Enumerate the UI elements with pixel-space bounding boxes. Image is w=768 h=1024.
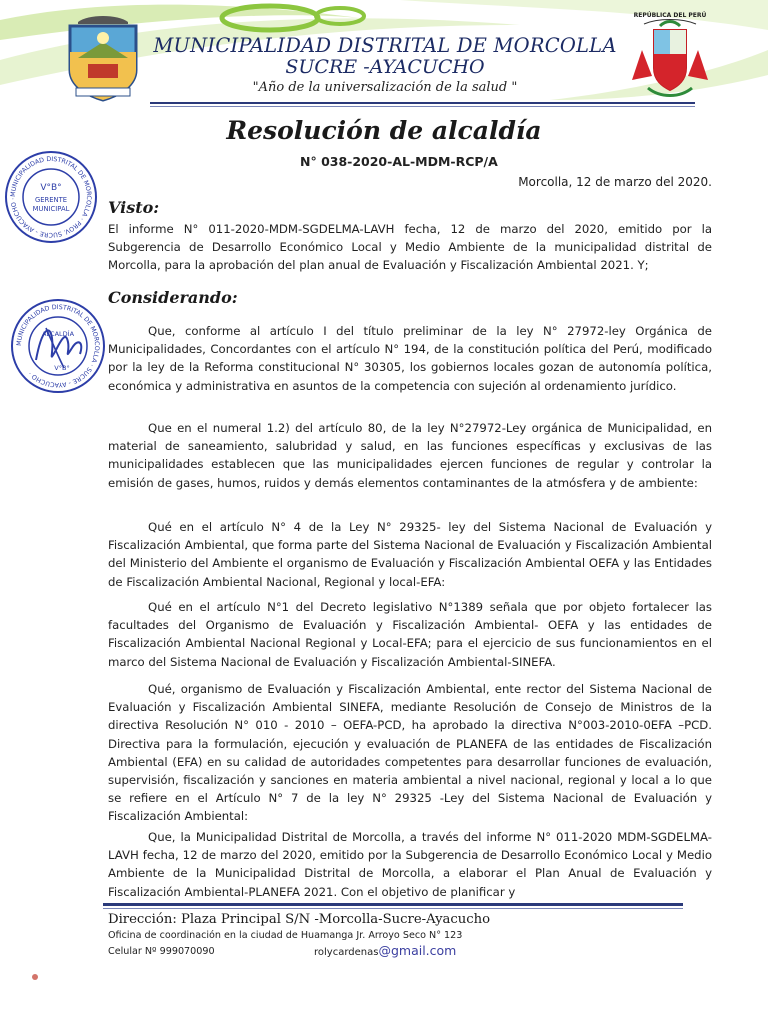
considerando-paragraph: Que en el numeral 1.2) del artículo 80, de la ley N°27972-Ley orgánica de Municipalidad, en material de saneamiento, salubridad y salud, en las funciones específicas y exclusivas de las municipalidades establecen que las municipalidades ejercen funciones de regular y controlar la emisión de gases, humos, ruidos y demás elementos contaminantes de la atmósfera y de ambiente: [108, 421, 712, 490]
stamp1-municipal: MUNICIPAL [32, 205, 70, 213]
considerando-paragraph: Qué en el artículo N° 4 de la Ley N° 29325- ley del Sistema Nacional de Evaluación y Fiscalización Ambiental, que forma parte del Sistema Nacional de Evaluación y Fiscalización Ambiental del Ministerio del Ambiente el organismo de Evaluación y Fiscalización Ambiental OEFA y las Entidades de Fiscalización Ambiental Nacional, Regional y local-EFA: [108, 520, 712, 589]
emblem-caption: REPÚBLICA DEL PERÚ [633, 12, 707, 19]
considerando-paragraph: Que, la Municipalidad Distrital de Morcolla, a través del informe N° 011-2020 MDM-SGDELMA-LAVH fecha, 12 de marzo del 2020, emitido por la Subgerencia de Desarrollo Económico Local y Medio Ambiente de la Municipalidad Distrital de Morcolla, a elaborar el Plan Anual de Evaluación y Fiscalización Ambiental-PLANEFA 2021. Con el objetivo de planificar y [108, 830, 712, 899]
footer-email-user: rolycardenas [314, 947, 379, 958]
stamp1-gerente: GERENTE [34, 196, 68, 204]
municipality-location: SUCRE -AYACUCHO [285, 56, 485, 78]
considerando-paragraph: Que, conforme al artículo I del título preliminar de la ley N° 27972-ley Orgánica de Municipalidades, Concordantes con el artículo N° 194, de la constitución política del Perú, modificado por la ley de la Reforma constitucional N° 30305, los gobiernos locales gozan de autonomía política, económica y administrativa en asuntos de la competencia con sujeción al ordenamiento jurídico. [108, 324, 712, 393]
stamp1-vb: V°B° [40, 183, 62, 193]
stamp1-ring-text: MUNICIPALIDAD DISTRITAL DE MORCOLLA · PROV. SUCRE - AYACUCHO · [9, 155, 93, 239]
footer-email [314, 943, 456, 958]
alcaldia-stamp [10, 298, 106, 394]
header-rule [150, 102, 695, 104]
stamp2-ring-text: MUNICIPALIDAD DISTRITAL DE MORCOLLA · SUCRE - AYACUCHO · [15, 303, 101, 389]
resolution-number: N° 038-2020-AL-MDM-RCP/A [300, 154, 498, 169]
footer-rule [103, 903, 683, 906]
year-slogan: "Año de la universalización de la salud " [252, 80, 518, 95]
visto-heading: Visto: [108, 198, 160, 217]
stamp2-vb: V°B° [54, 364, 70, 372]
municipal-crest-logo [58, 12, 148, 102]
considerando-paragraph: Qué en el artículo N°1 del Decreto legislativo N°1389 señala que por objeto fortalecer las facultades del Organismo de Evaluación y Fiscalización Ambiental- OEFA y las entidades de Fiscalización Ambiental Nacional Regional y Local-EFA; para el ejercicio de sus funcionamientos en el marco del Sistema Nacional de Evaluación y Fiscalización Ambiental-SINEFA. [108, 600, 712, 669]
footer-address: Dirección: Plaza Principal S/N -Morcolla-Sucre-Ayacucho [108, 912, 491, 927]
resolution-date: Morcolla, 12 de marzo del 2020. [518, 175, 712, 189]
municipality-name: MUNICIPALIDAD DISTRITAL DE MORCOLLA [153, 34, 617, 57]
footer-email-domain: @gmail.com [378, 943, 457, 958]
header-rule-thin [150, 106, 695, 107]
peru-emblem [630, 10, 710, 98]
footer-rule-thin [103, 908, 683, 909]
stamp2-alcaldia: ALCALDÍA [41, 330, 75, 338]
footer-phone: Celular Nº 999070090 [108, 946, 215, 957]
ink-speck-mark [30, 972, 40, 982]
resolution-title: Resolución de alcaldía [226, 116, 542, 145]
considerando-paragraph: Qué, organismo de Evaluación y Fiscalización Ambiental, ente rector del Sistema Nacional de Evaluación y Fiscalización Ambiental SINEFA, mediante Resolución de Consejo de Ministros de la directiva Resolución N° 010 - 2010 – OEFA-PCD, ha aprobado la directiva N°003-2010-0EFA –PCD. Directiva para la formulación, ejecución y evaluación de PLANEFA de las entidades de Fiscalización Ambiental (EFA) en su calidad de autoridades competentes para desarrollar funciones de evaluación, supervisión, fiscalización y sanciones en materia ambiental a nivel nacional, regional y local a lo que se refiere en el Artículo N° 7 de la ley N° 29325 -Ley del Sistema Nacional de Evaluación y Fiscalización Ambiental: [108, 682, 712, 824]
considerando-heading: Considerando: [108, 288, 238, 307]
visto-text: El informe N° 011-2020-MDM-SGDELMA-LAVH fecha, 12 de marzo del 2020, emitido por la Subgerencia de Desarrollo Económico Local y Medio Ambiente de la municipalidad distrital de Morcolla, para la aprobación del plan anual de Evaluación y Fiscalización Ambiental 2021. Y; [108, 222, 712, 273]
gerente-municipal-stamp [4, 150, 98, 244]
footer-office: Oficina de coordinación en la ciudad de Huamanga Jr. Arroyo Seco N° 123 [108, 930, 463, 941]
